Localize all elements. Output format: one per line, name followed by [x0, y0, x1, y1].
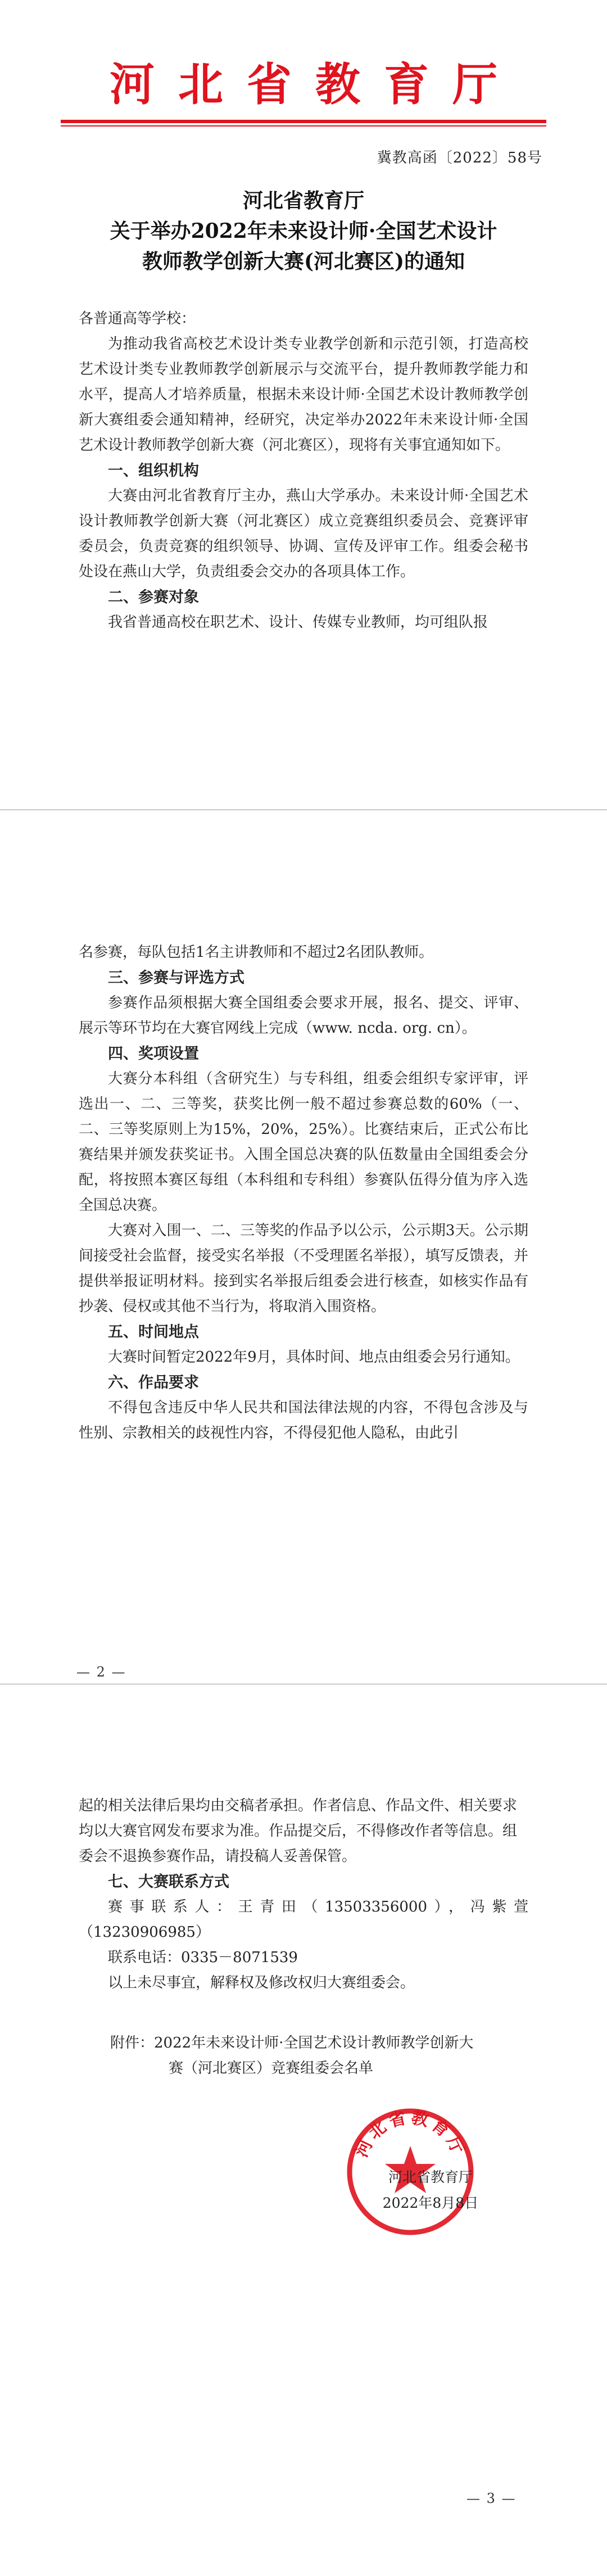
time-paragraph: 大赛时间暂定2022年9月，具体时间、地点由组委会另行通知。 [108, 1349, 520, 1366]
heading-participants: 二、参赛对象 [108, 589, 199, 606]
page-number-2: — 2 — [76, 1664, 126, 1680]
document-title [0, 186, 607, 277]
attachment [110, 2031, 537, 2081]
document-number: 冀教高函〔2022〕58号 [377, 150, 542, 166]
page-3-body [79, 1793, 528, 1996]
heading-awards: 四、奖项设置 [108, 1045, 199, 1063]
title-line-1: 河北省教育厅 [242, 189, 364, 213]
page-2-body [79, 940, 528, 1446]
method-paragraph: 参赛作品须根据大赛全国组委会要求开展，报名、提交、评审、展示等环节均在大赛官网线上完成（www. ncda. org. cn）。 [79, 995, 528, 1037]
page-number-3: — 3 — [466, 2491, 517, 2506]
heading-requirements: 六、作品要求 [108, 1374, 199, 1391]
page-1-body [79, 306, 528, 635]
attachment-line-1: 附件：2022年未来设计师·全国艺术设计教师教学创新大 [110, 2035, 474, 2051]
participants-paragraph-end: 名参赛，每队包括1名主讲教师和不超过2名团队教师。 [79, 944, 434, 961]
red-header-title: 河北省教育厅 [110, 58, 521, 111]
heading-organization: 一、组织机构 [108, 462, 199, 480]
awards-paragraph-1: 大赛分本科组（含研究生）与专科组，组委会组织专家评审，评选出一、二、三等奖，获奖比例一般不超过参赛总数的60%（一、二、三等奖原则上为15%，20%，25%）。比赛结束后，正式公布比赛结果并颁发获奖证书。入围全国总决赛的队伍数量由全国组委会分配，将按照本赛区每组（本科组和专科组）参赛队伍得分值为序入选全国总决赛。 [79, 1070, 528, 1214]
heading-method: 三、参赛与评选方式 [108, 969, 244, 987]
sign-org: 河北省教育厅 [388, 2169, 473, 2185]
intro-paragraph: 为推动我省高校艺术设计类专业教学创新和示范引领，打造高校艺术设计类专业教师教学创新展示与交流平台，提升教师教学能力和水平，提高人才培养质量，根据未来设计师·全国艺术设计教师教学创新大赛组委会通知精神，经研究，决定举办2022年未来设计师·全国艺术设计教师教学创新大赛（河北赛区），现将有关事宜通知如下。 [79, 336, 528, 454]
organization-paragraph: 大赛由河北省教育厅主办，燕山大学承办。未来设计师·全国艺术设计教师教学创新大赛（河北赛区）成立竞赛组织委员会、竞赛评审委员会，负责竞赛的组织领导、协调、宣传及评审工作。组委会秘书处设在燕山大学，负责组委会交办的各项具体工作。 [79, 487, 528, 580]
red-divider-thick [61, 120, 546, 123]
awards-paragraph-2: 大赛对入围一、二、三等奖的作品予以公示，公示期3天。公示期间接受社会监督，接受实名举报（不受理匿名举报），填写反馈表，并提供举报证明材料。接到实名举报后组委会进行核查，如核实作品有抄袭、侵权或其他不当行为，将取消入围资格。 [79, 1222, 528, 1315]
final-note: 以上未尽事宜，解释权及修改权归大赛组委会。 [108, 1974, 415, 1991]
requirements-paragraph-start: 不得包含违反中华人民共和国法律法规的内容，不得包含涉及与性别、宗教相关的歧视性内容，不得侵犯他人隐私，由此引 [79, 1399, 528, 1441]
participants-paragraph-start: 我省普通高校在职艺术、设计、传媒专业教师，均可组队报 [108, 614, 488, 631]
greeting: 各普通高等学校： [79, 310, 196, 327]
seal-text: 河北省教育厅 [351, 2107, 469, 2161]
requirements-paragraph-end: 起的相关法律后果均由交稿者承担。作者信息、作品文件、相关要求均以大赛官网发布要求为准。作品提交后，不得修改作者等信息。组委会不退换参赛作品，请投稿人妥善保管。 [79, 1797, 518, 1865]
title-line-3: 教师教学创新大赛(河北赛区)的通知 [142, 250, 465, 273]
title-line-2: 关于举办2022年未来设计师·全国艺术设计 [110, 219, 497, 243]
heading-contact: 七、大赛联系方式 [108, 1873, 229, 1891]
red-divider-thin [61, 125, 546, 126]
sign-date: 2022年8月8日 [382, 2195, 479, 2211]
contact-phone: 联系电话：0335－8071539 [108, 1949, 298, 1966]
attachment-line-2: 赛（河北赛区）竞赛组委会名单 [169, 2060, 374, 2077]
heading-time-place: 五、时间地点 [108, 1323, 199, 1341]
contact-person: 赛事联系人：王青田（13503356000），冯紫萱（13230906985） [79, 1899, 528, 1941]
signature-block [357, 2164, 504, 2216]
